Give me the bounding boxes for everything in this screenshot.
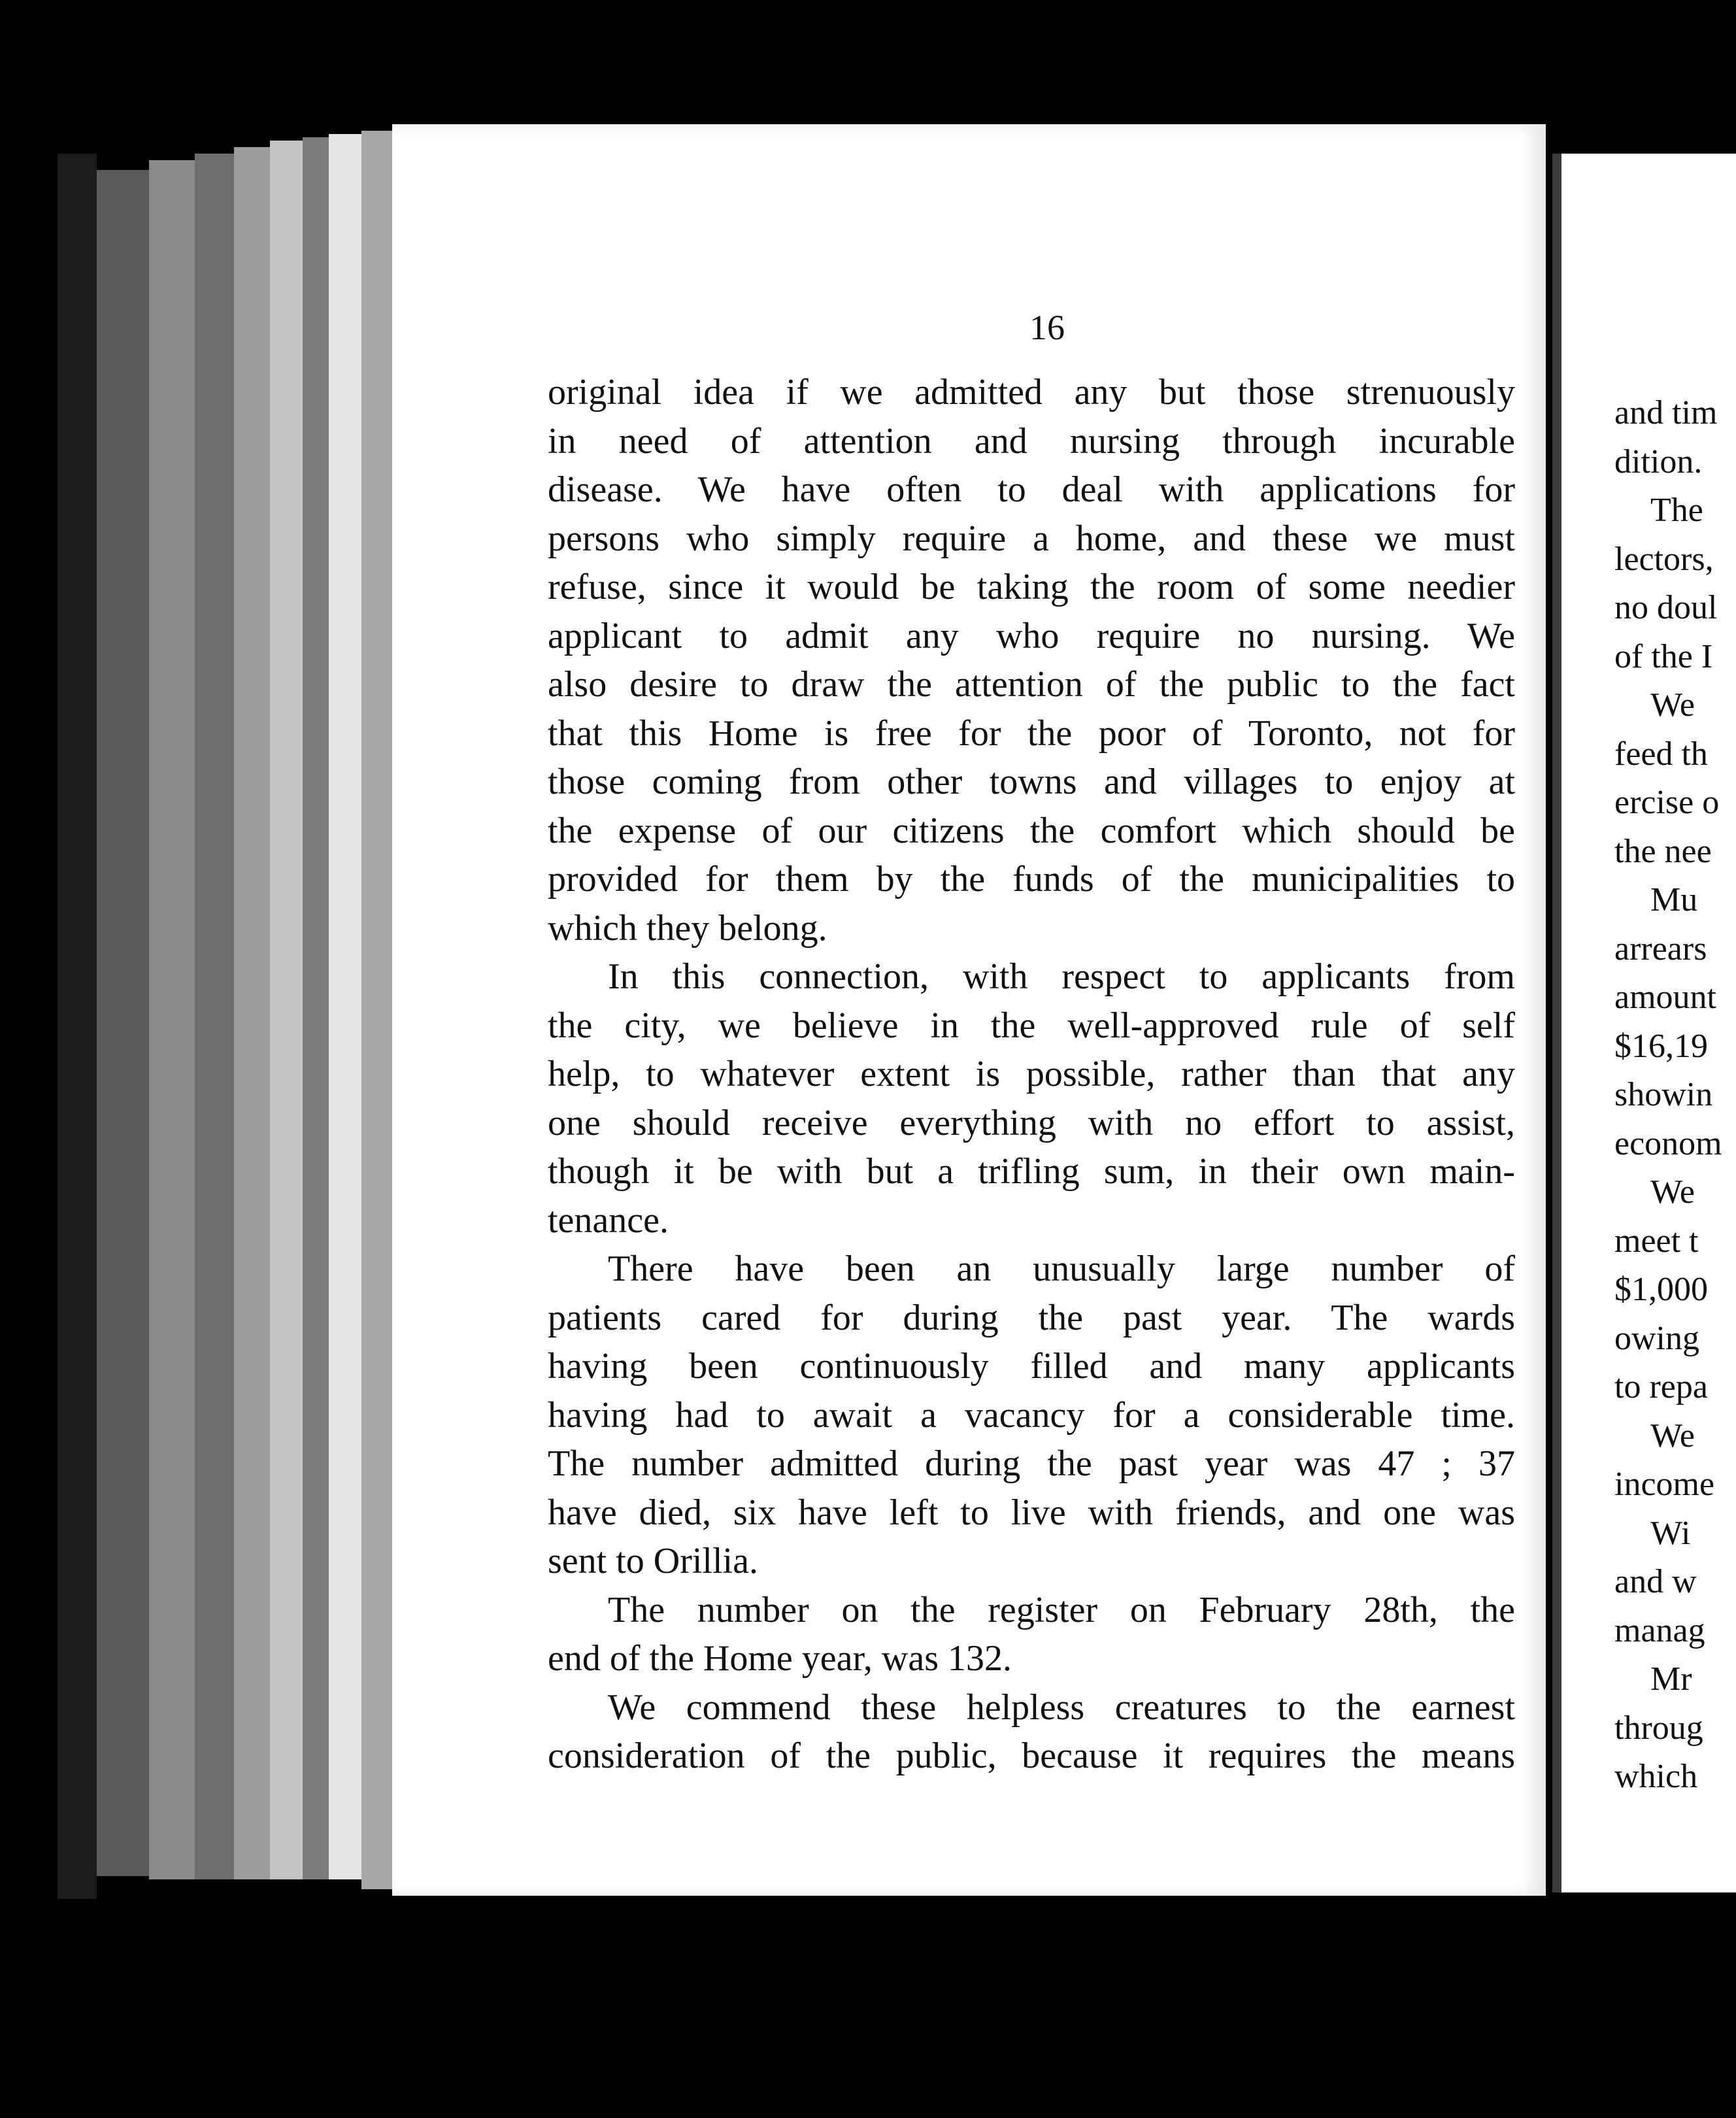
- page-edge: [329, 134, 361, 1879]
- facing-line: of the I: [1614, 637, 1713, 675]
- facing-page-text: [1614, 389, 1722, 1802]
- text-line: which they belong.: [548, 907, 827, 949]
- page-edge: [361, 131, 392, 1889]
- facing-line: ercise o: [1614, 784, 1720, 821]
- facing-line: lectors,: [1614, 540, 1714, 578]
- facing-line: Mr: [1650, 1660, 1692, 1698]
- text-line: one should receive everything with no effort to assist,: [548, 1102, 1515, 1143]
- text-line: end of the Home year, was 132.: [548, 1638, 1012, 1679]
- facing-line: owing: [1614, 1319, 1699, 1357]
- text-line: those coming from other towns and villages to enjoy at: [548, 762, 1515, 802]
- page-edge: [97, 170, 149, 1876]
- facing-line: showin: [1614, 1076, 1713, 1113]
- text-line: The number admitted during the past year was 47 ; 37: [548, 1443, 1515, 1484]
- facing-line: to repa: [1614, 1368, 1708, 1405]
- text-line: There have been an unusually large number of: [608, 1249, 1515, 1289]
- facing-line: We: [1650, 1417, 1695, 1454]
- facing-line: amount: [1614, 979, 1716, 1016]
- page-edge: [270, 141, 303, 1879]
- text-line: having had to await a vacancy for a considerable time.: [548, 1394, 1515, 1436]
- facing-line: no doul: [1614, 589, 1718, 626]
- text-line: though it be with but a trifling sum, in their own main-: [548, 1151, 1515, 1192]
- text-line: The number on the register on February 28th, the: [608, 1589, 1515, 1630]
- facing-line: and tim: [1614, 394, 1718, 431]
- page-edge: [234, 147, 270, 1879]
- text-line: applicant to admit any who require no nursing. We: [548, 615, 1515, 656]
- facing-line: $1,000: [1614, 1271, 1708, 1308]
- text-line: in need of attention and nursing through incurable: [548, 420, 1515, 462]
- text-line: refuse, since it would be taking the room of some needier: [548, 567, 1515, 607]
- text-line: provided for them by the funds of the municipalities to: [548, 859, 1515, 899]
- text-line: In this connection, with respect to applicants from: [608, 956, 1515, 997]
- facing-line: manag: [1614, 1611, 1705, 1649]
- facing-line: feed th: [1614, 735, 1708, 773]
- facing-line: arrears: [1614, 930, 1707, 967]
- text-line: tenance.: [548, 1200, 669, 1241]
- text-line: that this Home is free for the poor of Toronto, not for: [548, 713, 1515, 754]
- page-edge: [303, 137, 329, 1879]
- facing-line: $16,19: [1614, 1027, 1708, 1065]
- text-line: patients cared for during the past year. The wards: [548, 1297, 1515, 1338]
- facing-line: which: [1614, 1758, 1698, 1795]
- facing-line: meet t: [1614, 1222, 1699, 1260]
- facing-line: econom: [1614, 1124, 1722, 1162]
- page-number: 16: [1029, 308, 1065, 347]
- text-line: also desire to draw the attention of the public to the fact: [548, 664, 1515, 705]
- text-line: the expense of our citizens the comfort which should be: [548, 810, 1515, 851]
- facing-line: and w: [1614, 1563, 1697, 1600]
- page-edge: [58, 154, 97, 1899]
- text-line: have died, six have left to live with friends, and one was: [548, 1492, 1515, 1533]
- page-edge: [195, 154, 234, 1879]
- facing-line: Wi: [1650, 1514, 1691, 1552]
- facing-line: the nee: [1614, 832, 1712, 870]
- facing-line: income: [1614, 1466, 1715, 1503]
- facing-line: We: [1650, 686, 1695, 724]
- facing-line: We: [1650, 1173, 1695, 1211]
- text-line: disease. We have often to deal with applications for: [548, 469, 1515, 510]
- text-line: help, to whatever extent is possible, rather than that any: [548, 1054, 1515, 1094]
- page-body: [548, 368, 1515, 1781]
- text-line: We commend these helpless creatures to the earnest: [608, 1687, 1515, 1728]
- facing-line: throug: [1614, 1709, 1703, 1747]
- facing-line: Mu: [1650, 881, 1698, 918]
- facing-line: dition.: [1614, 443, 1703, 480]
- facing-line: The: [1650, 492, 1703, 529]
- text-line: persons who simply require a home, and these we must: [548, 518, 1515, 559]
- page-edge: [149, 160, 195, 1879]
- text-line: having been continuously filled and many applicants: [548, 1346, 1515, 1387]
- text-line: original idea if we admitted any but those strenuously: [548, 372, 1515, 412]
- text-line: sent to Orillia.: [548, 1541, 758, 1581]
- text-line: the city, we believe in the well-approved rule of self: [548, 1005, 1515, 1046]
- text-line: consideration of the public, because it requires the means: [548, 1736, 1515, 1776]
